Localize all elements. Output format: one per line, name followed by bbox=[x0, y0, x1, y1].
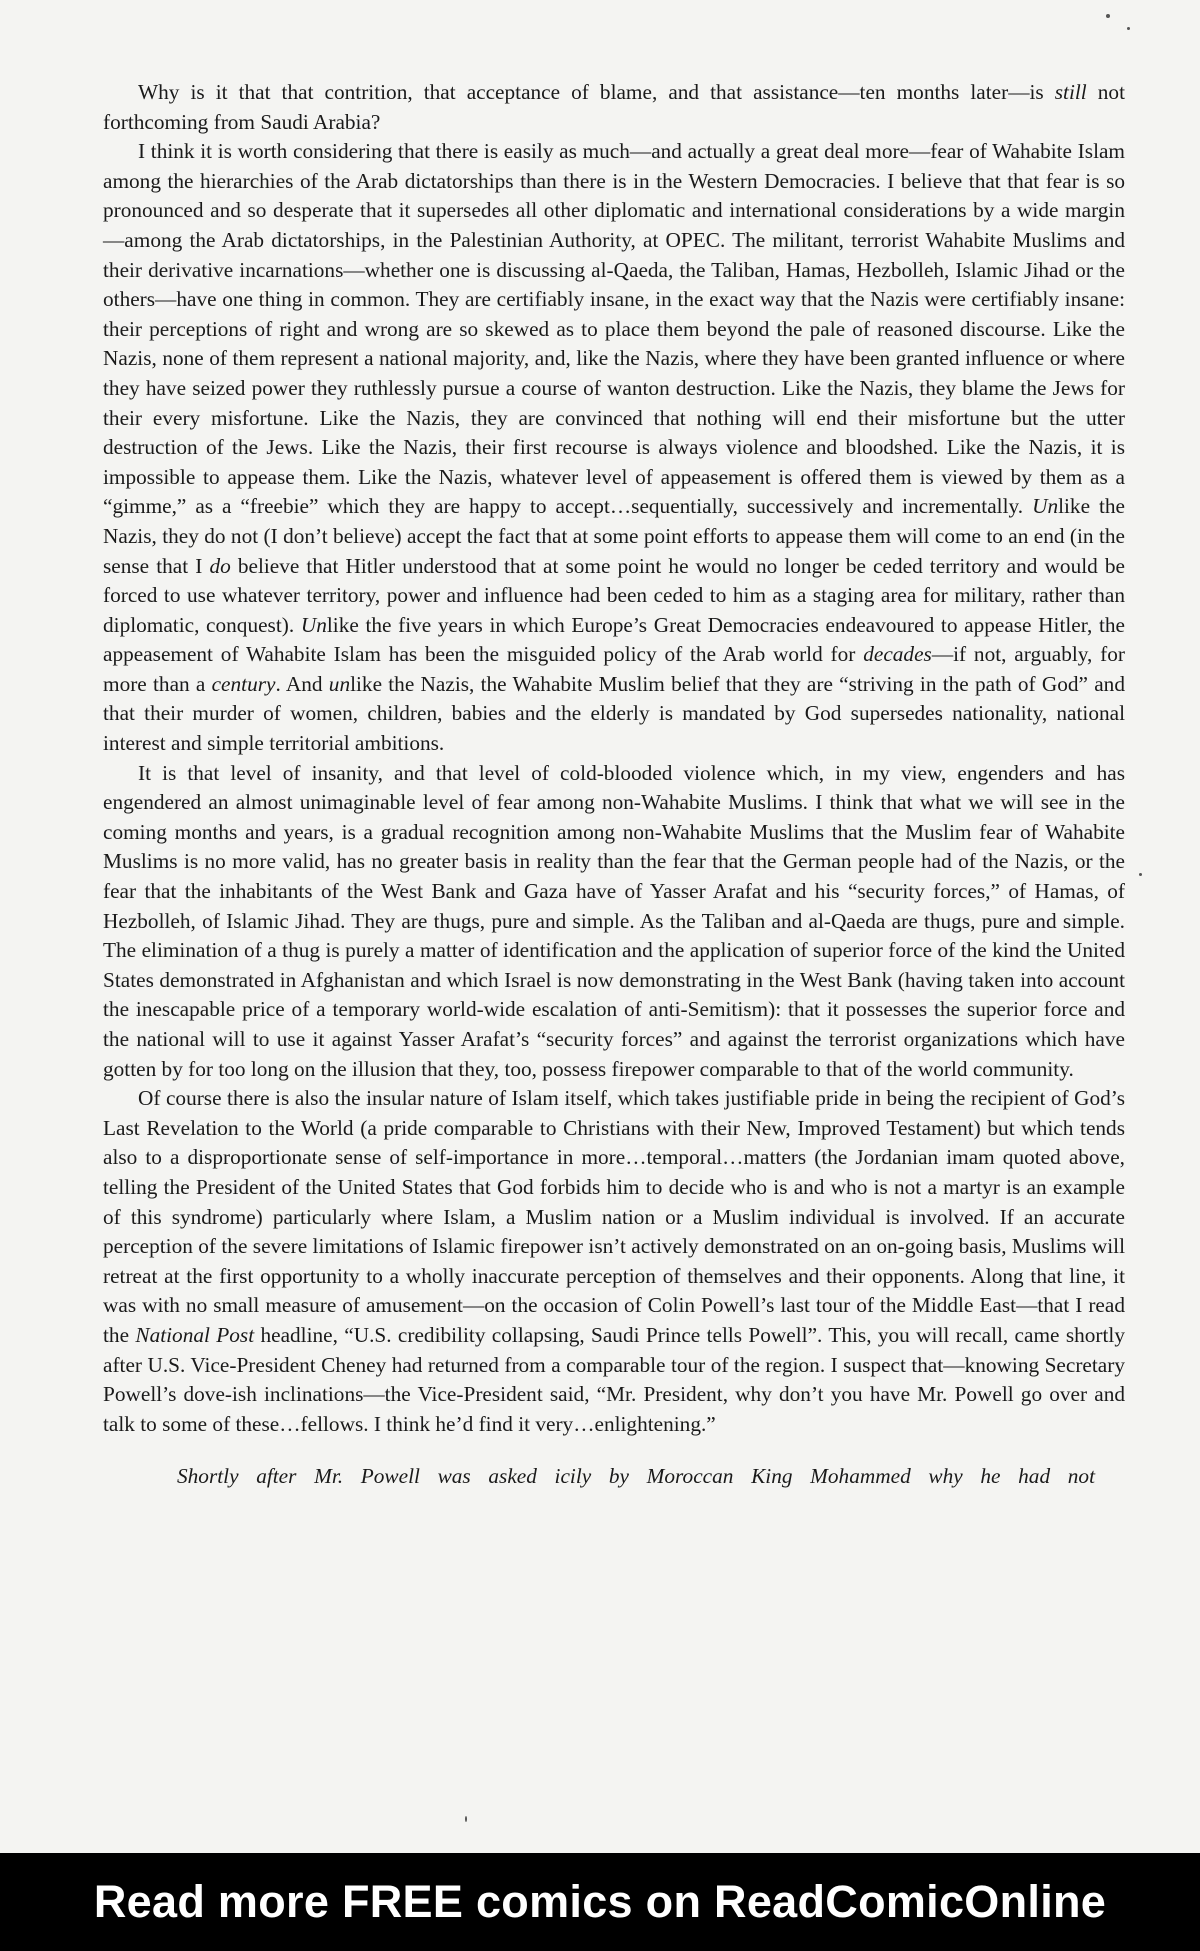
text-run-italic: Un bbox=[300, 612, 327, 637]
text-run-italic: century bbox=[211, 671, 276, 696]
scan-speck bbox=[1106, 14, 1110, 18]
scan-speck bbox=[1127, 27, 1130, 30]
text-run: Why is it that that contrition, that acceptance of blame, and that assistance—ten months later—is bbox=[138, 80, 1055, 104]
article-body bbox=[103, 78, 1125, 1492]
italic-caption: Shortly after Mr. Powell was asked icily by Moroccan King Mohammed why he had not bbox=[177, 1464, 1095, 1489]
paragraph bbox=[103, 759, 1125, 1085]
paragraph bbox=[103, 137, 1125, 758]
text-run: —if not, arguably, for more than a bbox=[103, 642, 1126, 696]
text-run: headline, “U.S. credibility collapsing, Saudi Prince tells Powell”. This, you will recall, came shortly after U.S. Vice-President Cheney had returned from a comparable tour of the region. I suspect that—knowing Secretary Powell’s dove-ish inclinations—the Vice-President said, “Mr. President, why don’t you have Mr. Powell go over and talk to some of these…fellows. I think he’d find it very…enlightening.” bbox=[103, 1322, 1125, 1436]
promo-banner[interactable] bbox=[0, 1853, 1200, 1951]
text-run: like the five years in which Europe’s Great Democracies endeavoured to appease Hitler, the appeasement of Wahabite Islam has been the misguided policy of the Arab world for bbox=[103, 612, 1125, 667]
text-run-italic: Un bbox=[1032, 494, 1059, 519]
text-run: It is that level of insanity, and that level of cold-blooded violence which, in my view, engenders and has engendered an almost unimaginable level of fear among non-Wahabite Muslims. I think that what we will see in the coming months and years, is a gradual recognition among non-Wahabite Muslims that the Muslim fear of Wahabite Muslims is no more valid, has no greater basis in reality than the fear that the German people had of the Nazis, or the fear that the inhabitants of the West Bank and Gaza have of Yasser Arafat and his “security forces,” of Hamas, of Hezbolleh, of Islamic Jihad. They are thugs, pure and simple. As the Taliban and al-Qaeda are thugs, pure and simple. The elimination of a thug is purely a matter of identification and the application of superior force of the kind the United States demonstrated in Afghanistan and which Israel is now demonstrating in the West Bank (having taken into account the inescapable price of a temporary world-wide escalation of anti-Semitism): that it possesses the superior force and the national will to use it against Yasser Arafat’s “security forces” and against the terrorist organizations which have gotten by for too long on the illusion that they, too, possess firepower comparable to that of the world community. bbox=[103, 760, 1125, 1081]
text-run: like the Nazis, they do not (I don’t believe) accept the fact that at some point efforts to appease them will come to an end (in the sense that I bbox=[103, 494, 1126, 578]
text-run: . And bbox=[275, 671, 329, 696]
text-run: not forthcoming from Saudi Arabia? bbox=[103, 80, 1125, 134]
text-run-italic: decades bbox=[863, 642, 932, 667]
promo-banner-text[interactable]: Read more FREE comics on ReadComicOnline bbox=[93, 1876, 1107, 1927]
text-run: Of course there is also the insular nature of Islam itself, which takes justifiable pride in being the recipient of God’s Last Revelation to the World (a pride comparable to Christians with their New, Improved Testament) but which tends also to a disproportionate sense of self-importance in more…temporal…matters (the Jordanian imam quoted above, telling the President of the United States that God forbids him to decide who is and who is not a martyr is an example of this syndrome) particularly where Islam, a Muslim nation or a Muslim individual is involved. If an accurate perception of the severe limitations of Islamic firepower isn’t actively demonstrated on an on-going basis, Muslims will retreat at the first opportunity to a wholly inaccurate perception of themselves and their opponents. Along that line, it was with no small measure of amusement—on the occasion of Colin Powell’s last tour of the Middle East—that I read the bbox=[103, 1086, 1125, 1347]
text-run: I think it is worth considering that there is easily as much—and actually a great deal more—fear of Wahabite Islam among the hierarchies of the Arab dictatorships than there is in the Western Democracies. I believe that that fear is so pronounced and so desperate that it supersedes all other diplomatic and international considerations by a wide margin—among the Arab dictatorships, in the Palestinian Authority, at OPEC. The militant, terrorist Wahabite Muslims and their derivative incarnations—whether one is discussing al-Qaeda, the Taliban, Hamas, Hezbolleh, Islamic Jihad or the others—have one thing in common. They are certifiably insane, in the exact way that the Nazis were certifiably insane: their perceptions of right and wrong are so skewed as to place them beyond the pale of reasoned discourse. Like the Nazis, none of them represent a national majority, and, like the Nazis, where they have been granted influence or where they have seized power they ruthlessly pursue a course of wanton destruction. Like the Nazis, they blame the Jews for their every misfortune. Like the Nazis, they are convinced that nothing will end their misfortune but the utter destruction of the Jews. Like the Nazis, their first recourse is always violence and bloodshed. Like the Nazis, it is impossible to appease them. Like the Nazis, whatever level of appeasement is offered them is viewed by them as a “gimme,” as a “freebie” which they are happy to accept…sequentially, successively and incrementally. bbox=[103, 139, 1125, 519]
paragraph bbox=[103, 1084, 1125, 1439]
paragraph bbox=[103, 78, 1125, 137]
scan-speck bbox=[1139, 873, 1142, 876]
text-run: like the Nazis, the Wahabite Muslim belief that they are “striving in the path of God” and that their murder of women, children, babies and the elderly is mandated by God supersedes nationality, national interest and simple territorial ambitions. bbox=[103, 671, 1125, 756]
text-run-italic: National Post bbox=[135, 1322, 255, 1347]
scan-speck bbox=[465, 1816, 467, 1822]
text-run-italic: still bbox=[1054, 80, 1087, 104]
text-run: believe that Hitler understood that at some point he would no longer be ceded territory and would be forced to use whatever territory, power and influence had been ceded to him as a staging area for military, rather than diplomatic, conquest). bbox=[103, 553, 1125, 637]
text-run-italic: un bbox=[328, 671, 351, 696]
text-run-italic: do bbox=[209, 553, 231, 578]
